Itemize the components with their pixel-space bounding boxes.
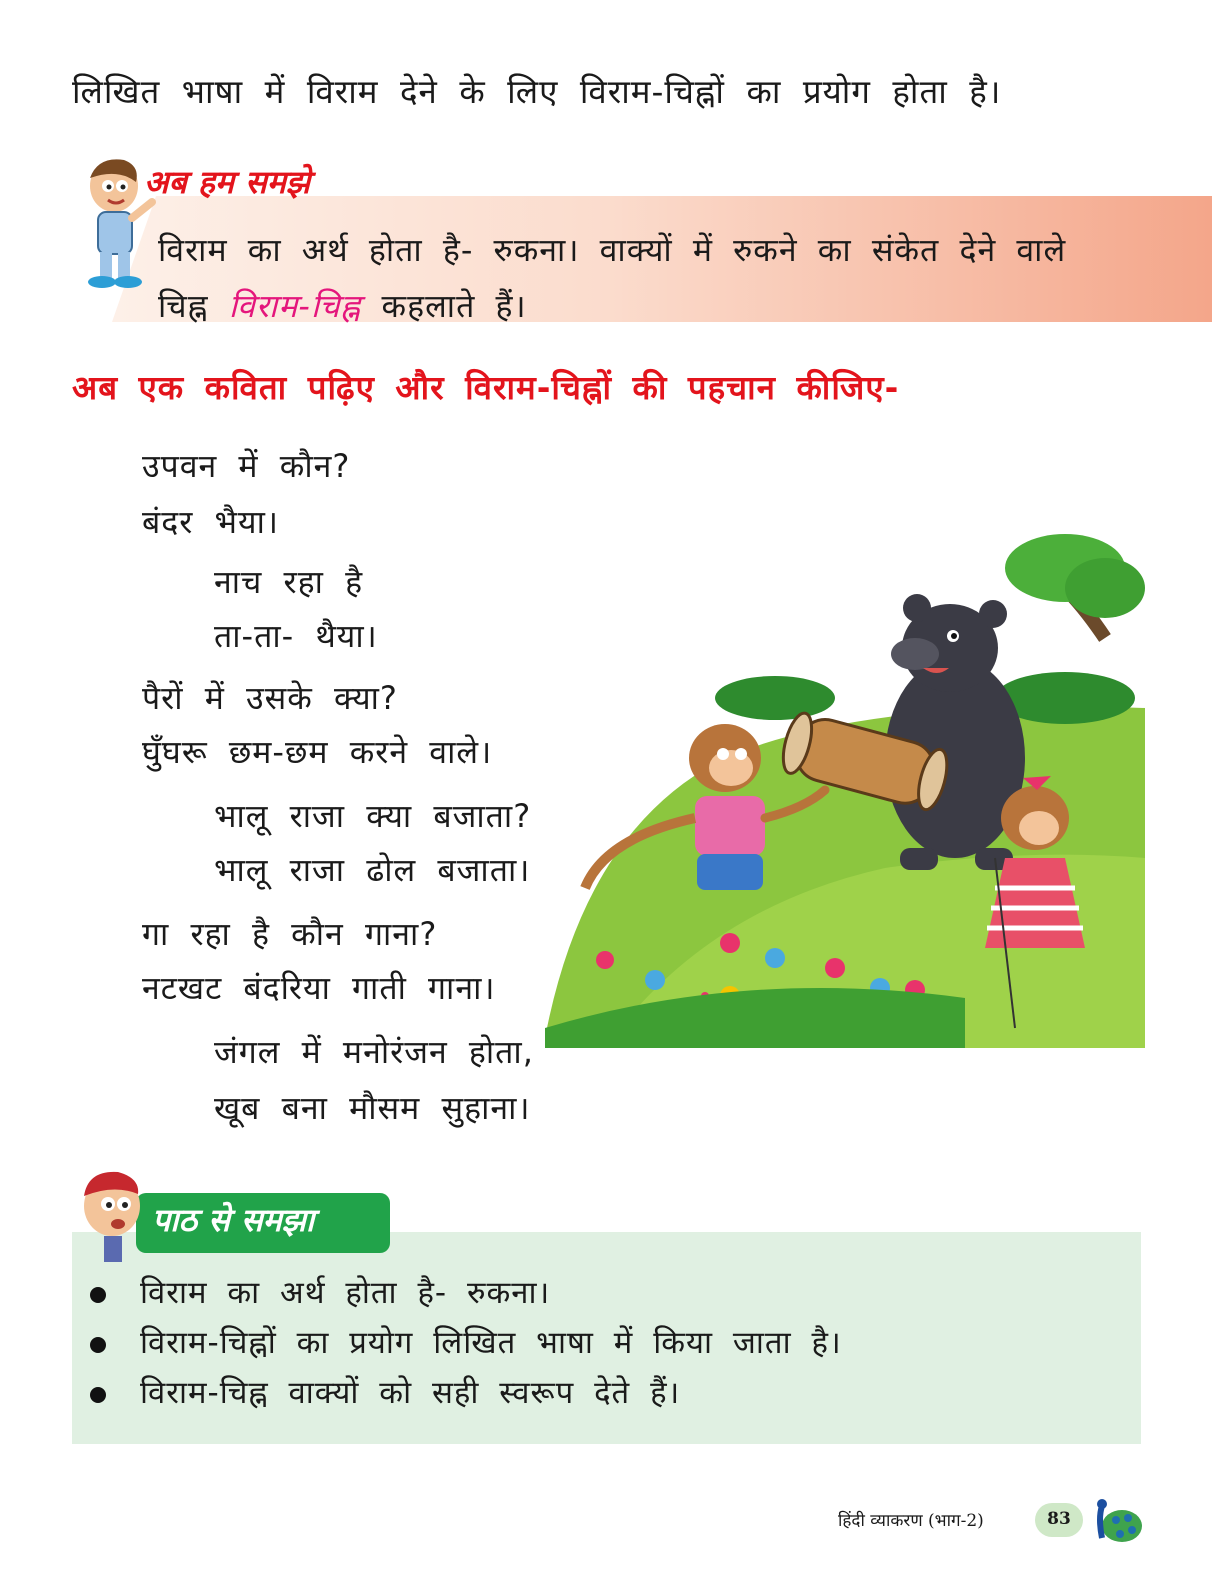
summary-item — [86, 1268, 842, 1318]
boy-face-icon — [74, 1166, 146, 1266]
poem-line: नटखट बंदरिया गाती गाना। — [142, 969, 496, 1007]
summary-item-text: विराम का अर्थ होता है- रुकना। — [140, 1275, 551, 1311]
poem-line: नाच रहा है — [214, 563, 364, 601]
jungle-illustration — [545, 528, 1145, 1048]
poem-line: भालू राजा क्या बजाता? — [214, 797, 532, 835]
bullet-icon — [90, 1337, 106, 1353]
section-heading: अब एक कविता पढ़िए और विराम-चिह्नों की पहचान कीजिए- — [72, 368, 900, 407]
intro-text: लिखित भाषा में विराम देने के लिए विराम-चिह्नों का प्रयोग होता है। — [72, 72, 1002, 111]
summary-item-text: विराम-चिह्नों का प्रयोग लिखित भाषा में किया जाता है। — [140, 1325, 842, 1361]
summary-list — [86, 1268, 842, 1418]
poem-line: उपवन में कौन? — [142, 447, 351, 485]
summary-title: पाठ से समझा — [152, 1201, 315, 1239]
poem-line: पैरों में उसके क्या? — [142, 679, 398, 717]
poem-line: खूब बना मौसम सुहाना। — [214, 1089, 531, 1127]
poem-line: ता-ता- थैया। — [214, 617, 378, 655]
summary-item-text: विराम-चिह्न वाक्यों को सही स्वरूप देते हैं। — [140, 1375, 681, 1411]
understand-text-part2: कहलाते हैं। — [361, 287, 527, 325]
summary-item — [86, 1368, 842, 1418]
summary-item — [86, 1318, 842, 1368]
book-title: हिंदी व्याकरण (भाग-2) — [838, 1511, 984, 1531]
poem-line: घुँघरू छम-छम करने वाले। — [142, 733, 493, 771]
poem-line: बंदर भैया। — [142, 503, 279, 541]
understand-text — [158, 222, 1118, 334]
understand-highlight: विराम-चिह्न — [228, 287, 362, 325]
bullet-icon — [90, 1287, 106, 1303]
poem-line: जंगल में मनोरंजन होता, — [214, 1033, 534, 1071]
page-number: 83 — [1047, 1509, 1071, 1529]
peacock-icon — [1088, 1492, 1144, 1548]
bullet-icon — [90, 1387, 106, 1403]
poem-line: भालू राजा ढोल बजाता। — [214, 851, 531, 889]
poem-line: गा रहा है कौन गाना? — [142, 915, 438, 953]
understand-title: अब हम समझे — [144, 163, 311, 201]
understand-text-part1: विराम का अर्थ होता है- रुकना। वाक्यों में रुकने का संकेत देने वाले चिह्न — [158, 231, 1067, 325]
